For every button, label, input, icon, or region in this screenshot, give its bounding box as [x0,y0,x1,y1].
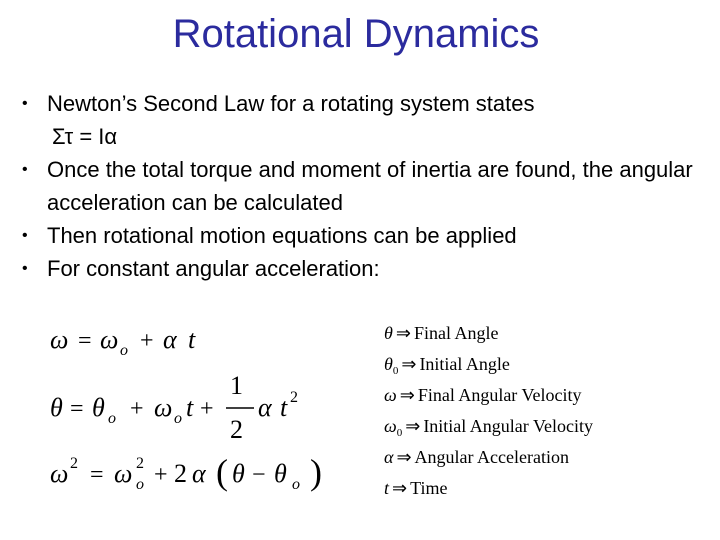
bullet-marker: • [22,161,28,178]
eq3-equals: = [90,462,104,488]
equation-velocity-squared [50,452,322,493]
definition-initial-angle [384,349,593,380]
kinematic-equations [50,312,370,512]
definition-angular-acceleration [384,442,593,473]
variable-definitions [384,318,593,504]
eq1-omega0: ω [100,325,119,354]
definition-label: Initial Angular Velocity [423,416,593,436]
equation-angular-velocity [50,325,196,359]
definition-symbol: ω [384,416,397,436]
bullet-newton-law [22,87,712,120]
fraction-denominator: 2 [230,415,243,444]
definition-time [384,473,593,504]
definition-label: Final Angle [413,323,499,343]
eq1-omega: ω [50,325,69,354]
definition-subscript: 0 [396,427,403,439]
eq2-exponent: 2 [290,389,298,406]
equation-angle [50,371,298,444]
definition-label: Initial Angle [419,354,510,374]
eq2-theta0: θ [92,393,105,422]
eq3-right-paren: ) [310,452,322,492]
implies-arrow-icon: ⇒ [396,447,412,467]
eq3-theta0: θ [274,459,287,488]
slide-title: Rotational Dynamics [172,12,540,56]
eq3-plus: + [154,462,168,488]
eq3-omega-subscript: o [136,476,144,493]
eq3-minus: − [252,462,266,488]
definition-initial-angular-velocity [384,411,593,442]
definition-symbol: t [384,478,390,498]
bullet-marker: • [22,260,28,277]
implies-arrow-icon: ⇒ [399,385,415,405]
definition-subscript: 0 [392,365,399,377]
eq3-two: 2 [174,459,187,488]
implies-arrow-icon: ⇒ [395,323,411,343]
eq2-omega0: ω [154,393,173,422]
eq2-plus2: + [200,396,214,422]
definition-label: Time [410,478,448,498]
law-equation: Στ = Iα [52,124,118,149]
eq2-equals: = [70,396,84,422]
bullet-torque-inertia [22,153,712,219]
eq1-equals: = [78,328,92,354]
bullet-motion-equations [22,219,712,252]
definition-label: Final Angular Velocity [417,385,582,405]
eq3-lhs-exponent: 2 [70,455,78,472]
bullet-marker: • [22,227,28,244]
eq1-subscript: o [120,342,128,359]
implies-arrow-icon: ⇒ [401,354,417,374]
eq3-omega-exponent: 2 [136,455,144,472]
definition-final-angular-velocity [384,380,593,411]
implies-arrow-icon: ⇒ [405,416,421,436]
eq2-time-squared: t [280,393,288,422]
eq3-theta-subscript: o [292,476,300,493]
eq1-time: t [188,325,196,354]
fraction-numerator: 1 [230,371,243,400]
eq3-omega0: ω [114,459,133,488]
eq3-theta: θ [232,459,245,488]
definition-symbol: θ [384,323,393,343]
eq1-plus: + [140,328,154,354]
eq2-plus1: + [130,396,144,422]
bullet-text: Then rotational motion equations can be applied [47,223,517,248]
eq2-time: t [186,393,194,422]
eq2-theta-subscript: o [108,410,116,427]
eq3-omega: ω [50,459,69,488]
eq3-alpha: α [192,459,206,488]
eq2-alpha: α [258,393,272,422]
eq1-alpha: α [163,325,177,354]
definition-label: Angular Acceleration [414,447,569,467]
definition-symbol: ω [384,385,397,405]
eq2-theta: θ [50,393,63,422]
bullet-text: For constant angular acceleration: [47,256,380,281]
bullet-marker: • [22,95,28,112]
eq3-left-paren: ( [216,452,228,492]
definition-symbol: θ [384,354,393,374]
bullet-constant-acceleration [22,252,712,285]
bullet-text: Once the total torque and moment of inertia are found, the angular acceleration can be calculated [47,157,693,215]
eq2-omega-subscript: o [174,410,182,427]
definition-symbol: α [384,447,394,467]
bullet-text: Newton’s Second Law for a rotating system states [47,91,535,116]
implies-arrow-icon: ⇒ [392,478,408,498]
definition-final-angle [384,318,593,349]
bullet-list [22,87,712,285]
